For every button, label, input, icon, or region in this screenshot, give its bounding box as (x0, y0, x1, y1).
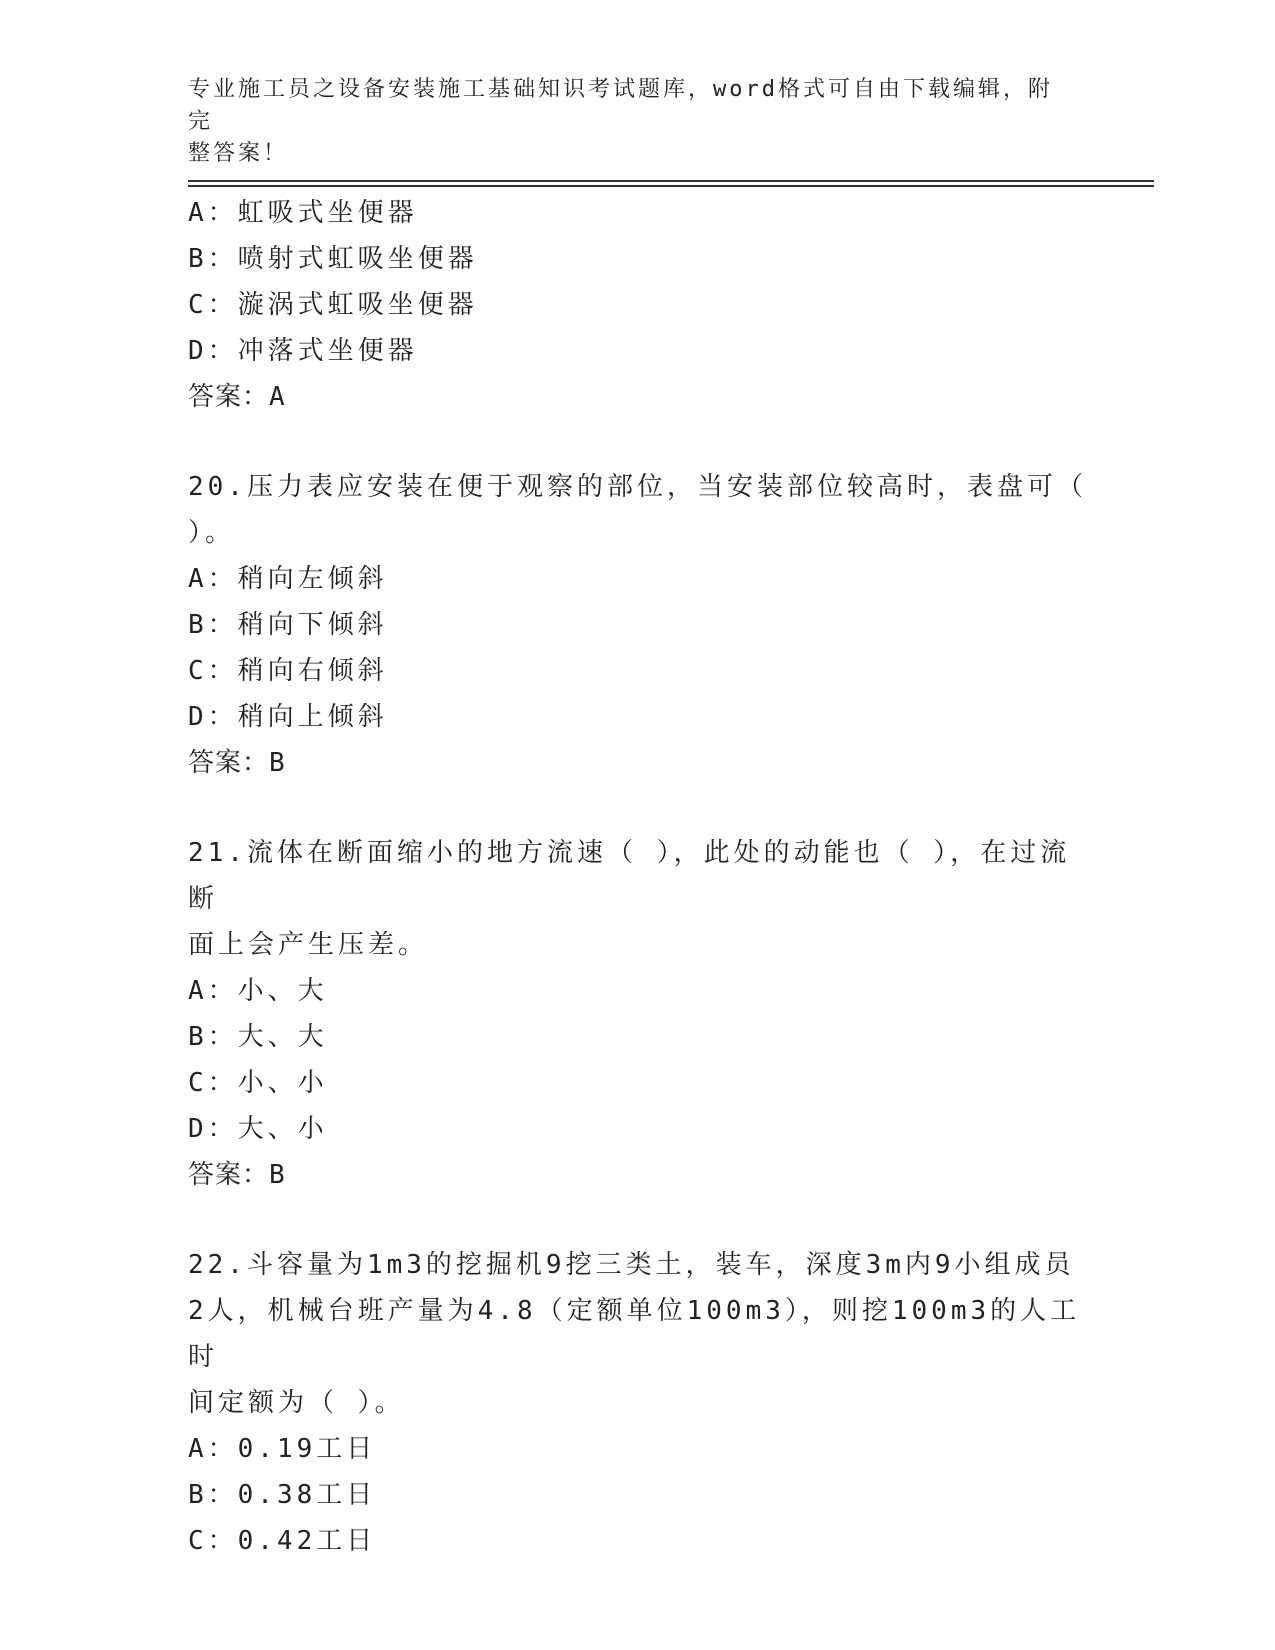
option-c: C：稍向右倾斜 (188, 656, 388, 686)
option-a: A：小、大 (188, 976, 328, 1006)
option-c: C：漩涡式虹吸坐便器 (188, 290, 478, 320)
option-a: A：稍向左倾斜 (188, 564, 388, 594)
option-b: B：稍向下倾斜 (188, 610, 388, 640)
option-b: B：0.38工日 (188, 1480, 377, 1510)
header-rule-top (188, 180, 1154, 182)
option-b: B：大、大 (188, 1022, 328, 1052)
option-a: A：0.19工日 (188, 1434, 377, 1464)
option-b: B：喷射式虹吸坐便器 (188, 244, 478, 274)
option-c: C：0.42工日 (188, 1526, 377, 1556)
question-stem: 20.压力表应安装在便于观察的部位，当安装部位较高时，表盘可（ (188, 472, 1087, 502)
question-stem: 22.斗容量为1m3的挖掘机9挖三类土，装车，深度3m内9小组成员 (188, 1250, 1075, 1280)
document-header (188, 74, 1068, 170)
question-stem-cont: ）。 (188, 518, 236, 548)
question-21 (188, 830, 1088, 1198)
header-rule-bottom (188, 185, 1154, 187)
question-stem-cont-2: 间定额为（ ）。 (188, 1388, 405, 1418)
option-c: C：小、小 (188, 1068, 328, 1098)
option-d: D：稍向上倾斜 (188, 702, 388, 732)
answer: 答案：B (188, 748, 286, 778)
option-d: D：冲落式坐便器 (188, 336, 418, 366)
question-list (188, 190, 1088, 1564)
answer: 答案：B (188, 1160, 286, 1190)
question-22 (188, 1242, 1088, 1564)
question-stem-cont: 2人，机械台班产量为4.8（定额单位100m3），则挖100m3的人工时 (188, 1296, 1081, 1372)
question-stem: 21.流体在断面缩小的地方流速（ ），此处的动能也（ ），在过流断 (188, 838, 1071, 914)
header-line-2: 整答案！ (188, 141, 289, 166)
question-19 (188, 190, 1088, 420)
answer: 答案：A (188, 382, 286, 412)
question-20 (188, 464, 1088, 786)
header-line-1: 专业施工员之设备安装施工基础知识考试题库，word格式可自由下载编辑，附完 (188, 77, 1053, 134)
question-stem-cont: 面上会产生压差。 (188, 930, 429, 960)
option-a: A：虹吸式坐便器 (188, 198, 418, 228)
option-d: D：大、小 (188, 1114, 328, 1144)
